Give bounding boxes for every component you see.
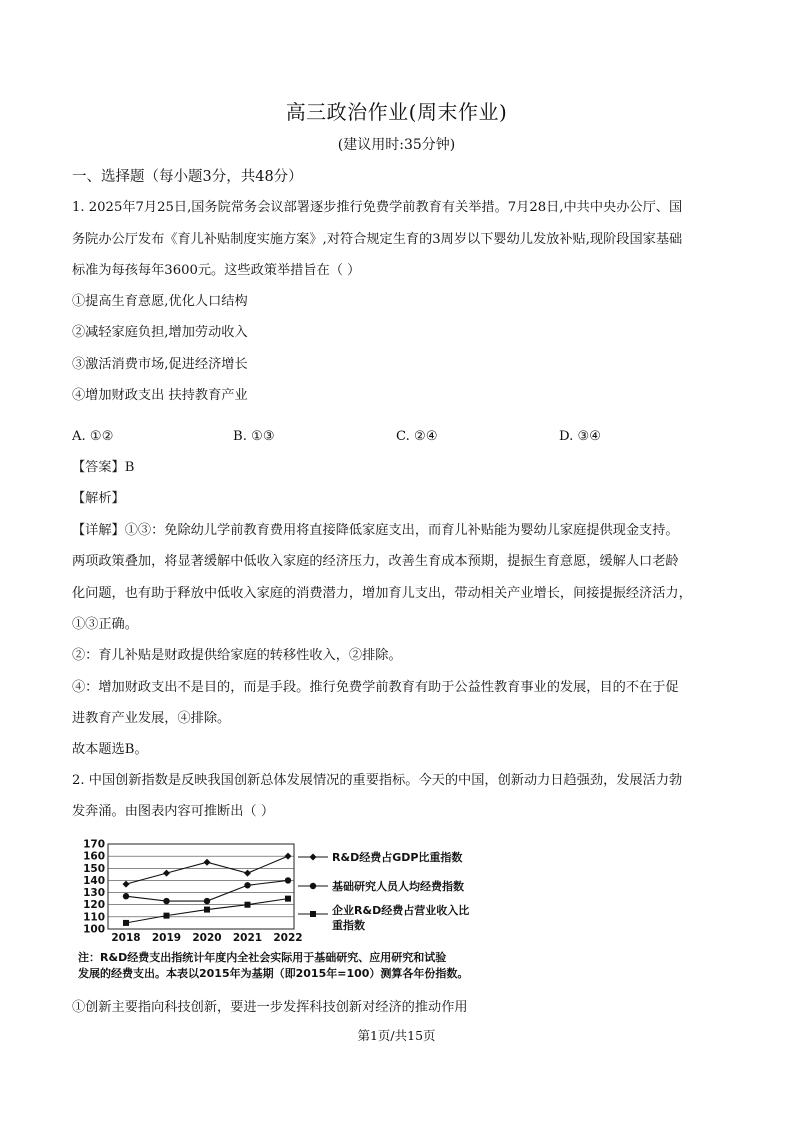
q1-statement: ③激活消费市场,促进经济增长 (72, 357, 248, 372)
chart-svg (72, 832, 512, 948)
q1-analysis-line: ④：增加财政支出不是目的，而是手段。推行免费学前教育有助于公益性教育事业的发展，目的不在于促 (72, 680, 679, 695)
x-tick-label: 2022 (273, 932, 303, 944)
data-point (163, 870, 170, 877)
data-point (285, 896, 291, 902)
plot-frame (108, 844, 294, 929)
data-point (245, 902, 251, 908)
data-point (204, 859, 211, 866)
page-title: 高三政治作业(周末作业) (285, 100, 508, 124)
chart-note-line: 发展的经费支出。本表以2015年为基期（即2015年=100）测算各年份指数。 (78, 967, 469, 980)
page-footer: 第1页/共15页 (357, 1028, 436, 1043)
q1-analysis-line: 化问题，也有助于释放中低收入家庭的消费潜力，增加育儿支出，带动相关产业增长，间接提振经济活力， (72, 586, 692, 601)
legend-marker (310, 911, 316, 917)
q1-analysis-tag: 【解析】 (72, 491, 125, 506)
q1-option-d: D. ③④ (559, 429, 602, 444)
q1-analysis-line: ①③正确。 (72, 617, 138, 632)
section-heading: 一、选择题（每小题3分，共48分） (72, 169, 303, 185)
data-point (123, 893, 129, 899)
data-point (123, 920, 129, 926)
legend-label: 基础研究人员人均经费指数 (332, 880, 464, 893)
q1-stem-line: 1. 2025年7月25日,国务院常务会议部署逐步推行免费学前教育有关举措。7月28日,中共中央办公厅、国 (72, 200, 683, 215)
q2-stem-line: 发奔涌。由图表内容可推断出（ ） (72, 804, 275, 819)
legend-marker (310, 854, 317, 861)
q1-option-a: A. ①② (72, 429, 114, 444)
y-tick-label: 110 (83, 911, 105, 924)
q1-analysis-line: 两项政策叠加，将显著缓解中低收入家庭的经济压力，改善生育成本预期，提振生育意愿，缓解人口老龄 (72, 554, 679, 569)
q2-statement: ①创新主要指向科技创新，要进一步发挥科技创新对经济的推动作用 (72, 1000, 468, 1015)
x-tick-label: 2021 (232, 932, 263, 944)
q1-analysis-line: ②：育儿补贴是财政提供给家庭的转移性收入，②排除。 (72, 648, 402, 663)
q1-analysis-line: 故本题选B。 (72, 742, 148, 757)
legend-label: 重指数 (332, 919, 365, 932)
q1-option-c: C. ②④ (396, 429, 438, 444)
line-chart (72, 832, 512, 948)
x-tick-label: 2020 (192, 932, 222, 944)
data-point (244, 882, 250, 888)
q1-answer: 【答案】B (72, 460, 135, 475)
data-point (123, 881, 130, 888)
page-subtitle: (建议用时:35分钟) (337, 137, 456, 153)
q1-analysis-line: 【详解】①③：免除幼儿学前教育费用将直接降低家庭支出，而育儿补贴能为婴幼儿家庭提供现金支持。 (72, 523, 679, 538)
q1-statement: ①提高生育意愿,优化人口结构 (72, 294, 248, 309)
y-tick-label: 120 (83, 899, 105, 912)
data-point (285, 877, 291, 883)
data-point (204, 907, 210, 913)
data-point (285, 853, 292, 860)
legend-marker (310, 883, 316, 889)
data-point (163, 898, 169, 904)
q2-stem-line: 2. 中国创新指数是反映我国创新总体发展情况的重要指标。今天的中国，创新动力日趋强劲，发展活力勃 (72, 773, 683, 788)
q1-statement: ④增加财政支出 扶持教育产业 (72, 388, 248, 403)
legend-label: R&D经费占GDP比重指数 (332, 851, 463, 864)
x-tick-label: 2018 (111, 932, 141, 944)
x-tick-label: 2019 (151, 932, 182, 944)
y-tick-label: 100 (83, 923, 105, 936)
y-tick-label: 130 (83, 887, 105, 900)
q1-analysis-line: 进教育产业发展，④排除。 (72, 711, 231, 726)
q1-statement: ②减轻家庭负担,增加劳动收入 (72, 325, 248, 340)
data-point (204, 898, 210, 904)
y-tick-label: 170 (83, 838, 105, 851)
legend-label: 企业R&D经费占营业收入比 (332, 904, 470, 917)
data-point (164, 913, 170, 919)
data-point (244, 870, 251, 877)
y-tick-label: 150 (83, 862, 105, 875)
chart-note-line: 注：R&D经费支出指统计年度内全社会实际用于基础研究、应用研究和试验 (78, 951, 447, 964)
y-tick-label: 140 (83, 874, 105, 887)
q1-stem-line: 标准为每孩每年3600元。这些政策举措旨在（ ） (72, 263, 361, 278)
y-tick-label: 160 (83, 850, 105, 863)
q1-option-b: B. ①③ (233, 429, 275, 444)
q1-stem-line: 务院办公厅发布《育儿补贴制度实施方案》,对符合规定生育的3周岁以下婴幼儿发放补贴,现阶段国家基础 (72, 232, 683, 247)
